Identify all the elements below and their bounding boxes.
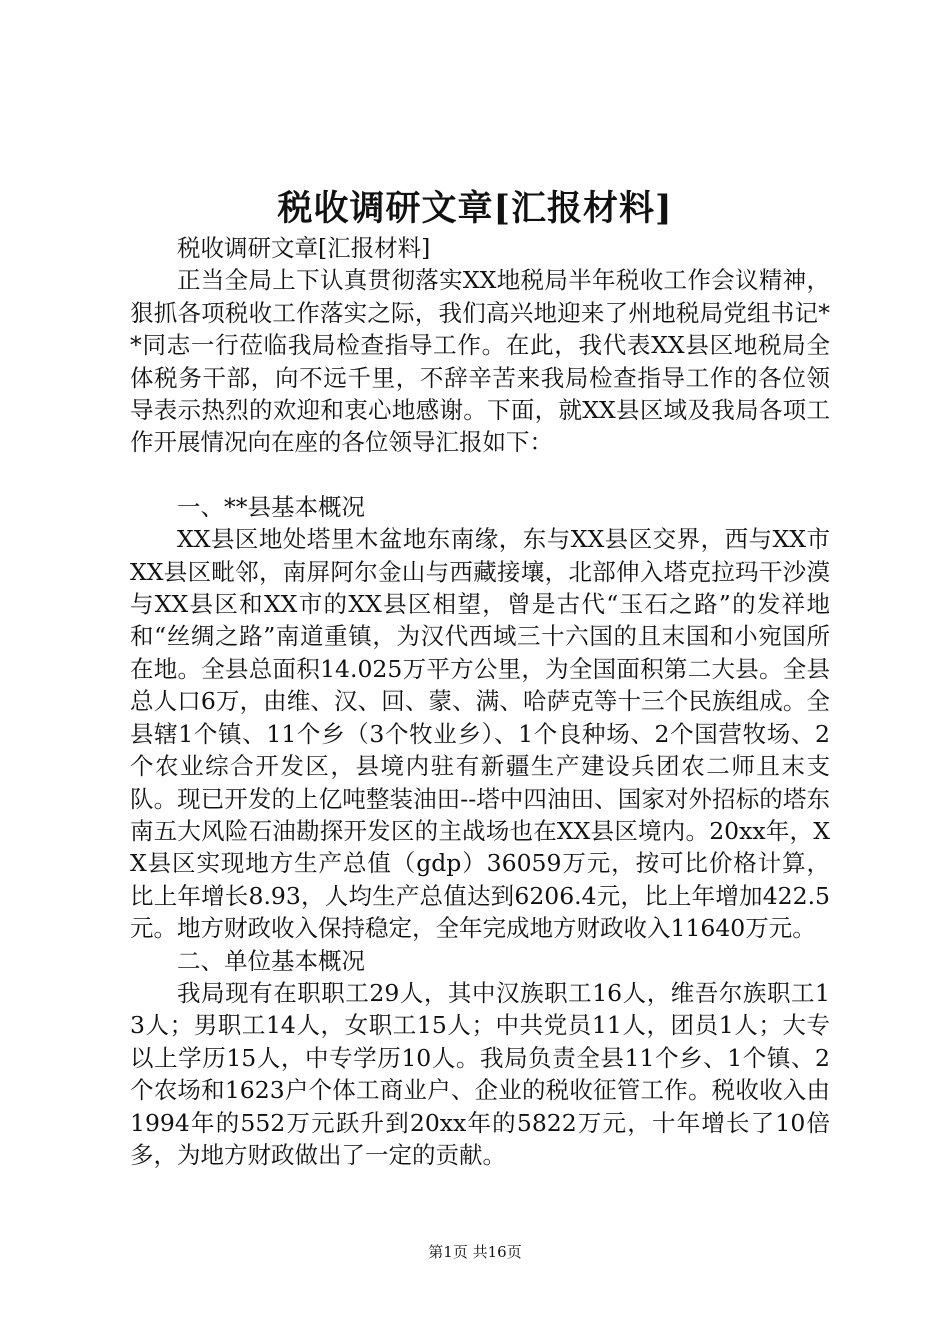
intro-paragraph: 正当全局上下认真贯彻落实XX地税局半年税收工作会议精神，狠抓各项税收工作落实之际，我们高兴地迎来了州地税局党组书记**同志一行莅临我局检查指导工作。在此，我代表XX县区地税局全体税务干部，向不远千里，不辞辛苦来我局检查指导工作的各位领导表示热烈的欢迎和衷心地感谢。下面，就XX县区域及我局各项工作开展情况向在座的各位领导汇报如下： bbox=[130, 266, 830, 457]
section-heading-unit-overview: 二、单位基本概况 bbox=[177, 946, 365, 975]
subtitle-paragraph: 税收调研文章[汇报材料] bbox=[177, 234, 431, 262]
section-heading-county-overview: 一、**县基本概况 bbox=[177, 492, 365, 521]
document-title: 税收调研文章[汇报材料] bbox=[277, 188, 673, 229]
unit-overview-paragraph: 我局现有在职职工29人，其中汉族职工16人，维吾尔族职工13人；男职工14人，女职工15人；中共党员11人，团员1人；大专以上学历15人，中专学历10人。我局负责全县11个乡、1个镇、2个农场和1623户个体工商业户、企业的税收征管工作。税收收入由1994年的552万元跃升到20xx年的5822万元，十年增长了10倍多，为地方财政做出了一定的贡献。 bbox=[130, 978, 830, 1169]
page-number-footer: 第1页 共16页 bbox=[428, 1243, 522, 1261]
county-overview-paragraph: XX县区地处塔里木盆地东南缘，东与XX县区交界，西与XX市XX县区毗邻，南屏阿尔金山与西藏接壤，北部伸入塔克拉玛干沙漠与XX县区和XX市的XX县区相望，曾是古代“玉石之路”的发祥地和“丝绸之路”南道重镇，为汉代西域三十六国的且末国和小宛国所在地。全县总面积14.025万平方公里，为全国面积第二大县。全县总人口6万，由维、汉、回、蒙、满、哈萨克等十三个民族组成。全县辖1个镇、11个乡（3个牧业乡）、1个良种场、2个国营牧场、2个农业综合开发区，县境内驻有新疆生产建设兵团农二师且末支队。现已开发的上亿吨整装油田--塔中四油田、国家对外招标的塔东南五大风险石油勘探开发区的主战场也在XX县区境内。20xx年，XX县区实现地方生产总值（gdp）36059万元，按可比价格计算，比上年增长8.93，人均生产总值达到6206.4元，比上年增加422.5元。地方财政收入保持稳定，全年完成地方财政收入11640万元。 bbox=[130, 525, 830, 943]
document-body bbox=[130, 232, 830, 1171]
